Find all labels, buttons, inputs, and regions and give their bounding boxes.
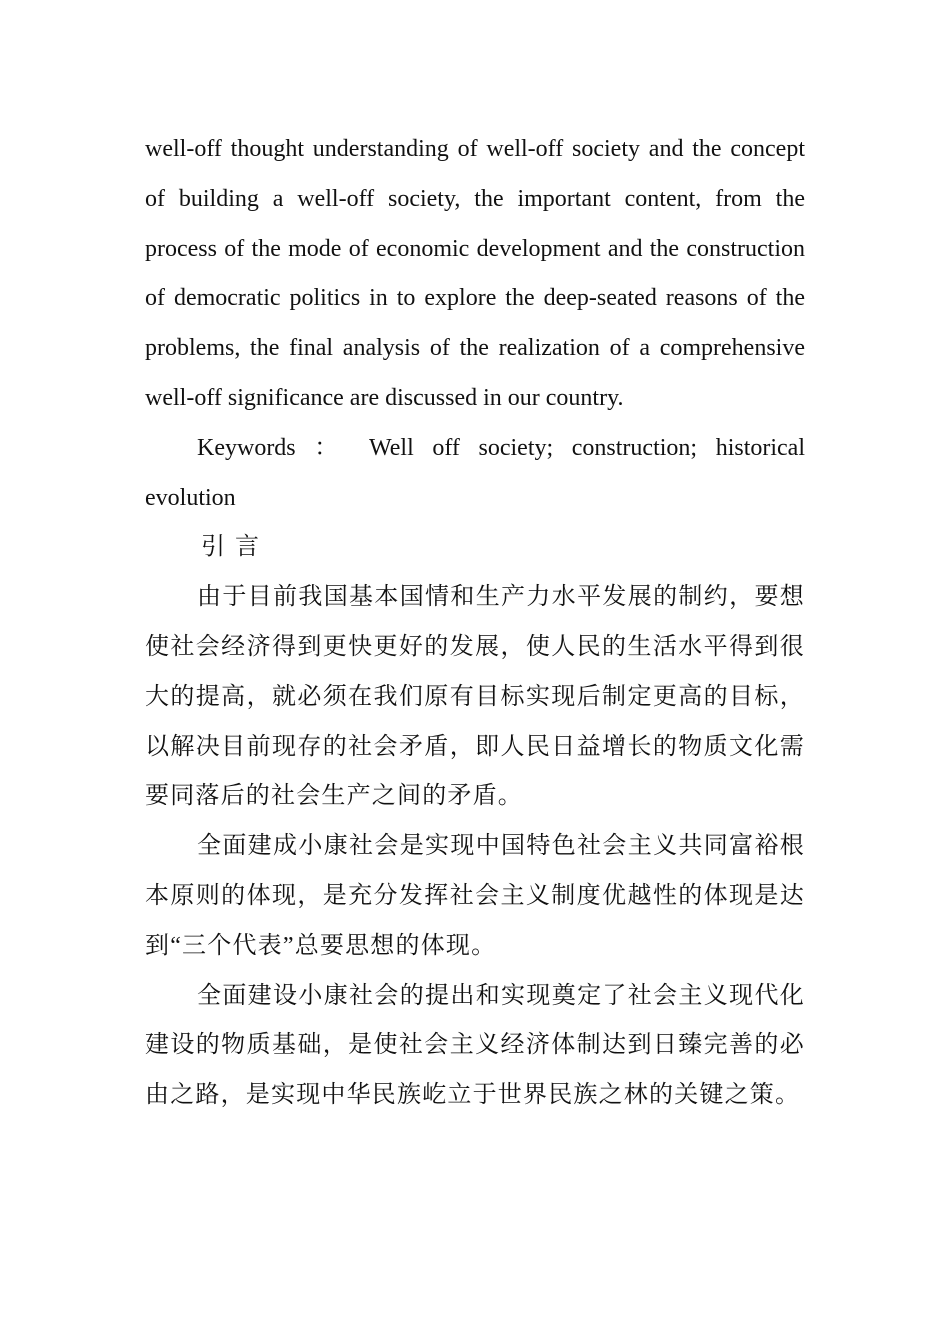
section-heading-introduction: 引言	[201, 534, 269, 561]
intro-paragraph-3: 全面建设小康社会的提出和实现奠定了社会主义现代化建设的物质基础，是使社会主义经济体制达到日臻完善的必由之路，是实现中华民族屹立于世界民族之林的关键之策。	[145, 982, 805, 1109]
intro-paragraph-2: 全面建成小康社会是实现中国特色社会主义共同富裕根本原则的体现，是充分发挥社会主义制度优越性的体现是达到“三个代表”总要思想的体现。	[145, 833, 805, 959]
intro-paragraph-1: 由于目前我国基本国情和生产力水平发展的制约，要想使社会经济得到更快更好的发展，使人民的生活水平得到很大的提高，就必须在我们原有目标实现后制定更高的目标，以解决目前现存的社会矛盾，即人民日益增长的物质文化需要同落后的社会生产之间的矛盾。	[145, 584, 805, 810]
keywords-line: Keywords ： Well off society; construction; historical evolution	[145, 434, 805, 511]
abstract-paragraph: well-off thought understanding of well-off society and the concept of building a well-off society, the important content, from the process of the mode of economic development and the construction of democratic politics in to explore the deep-seated reasons of the problems, the final analysis of the realization of a comprehensive well-off significance are discussed in our country.	[145, 136, 805, 411]
document-body	[145, 125, 805, 1121]
